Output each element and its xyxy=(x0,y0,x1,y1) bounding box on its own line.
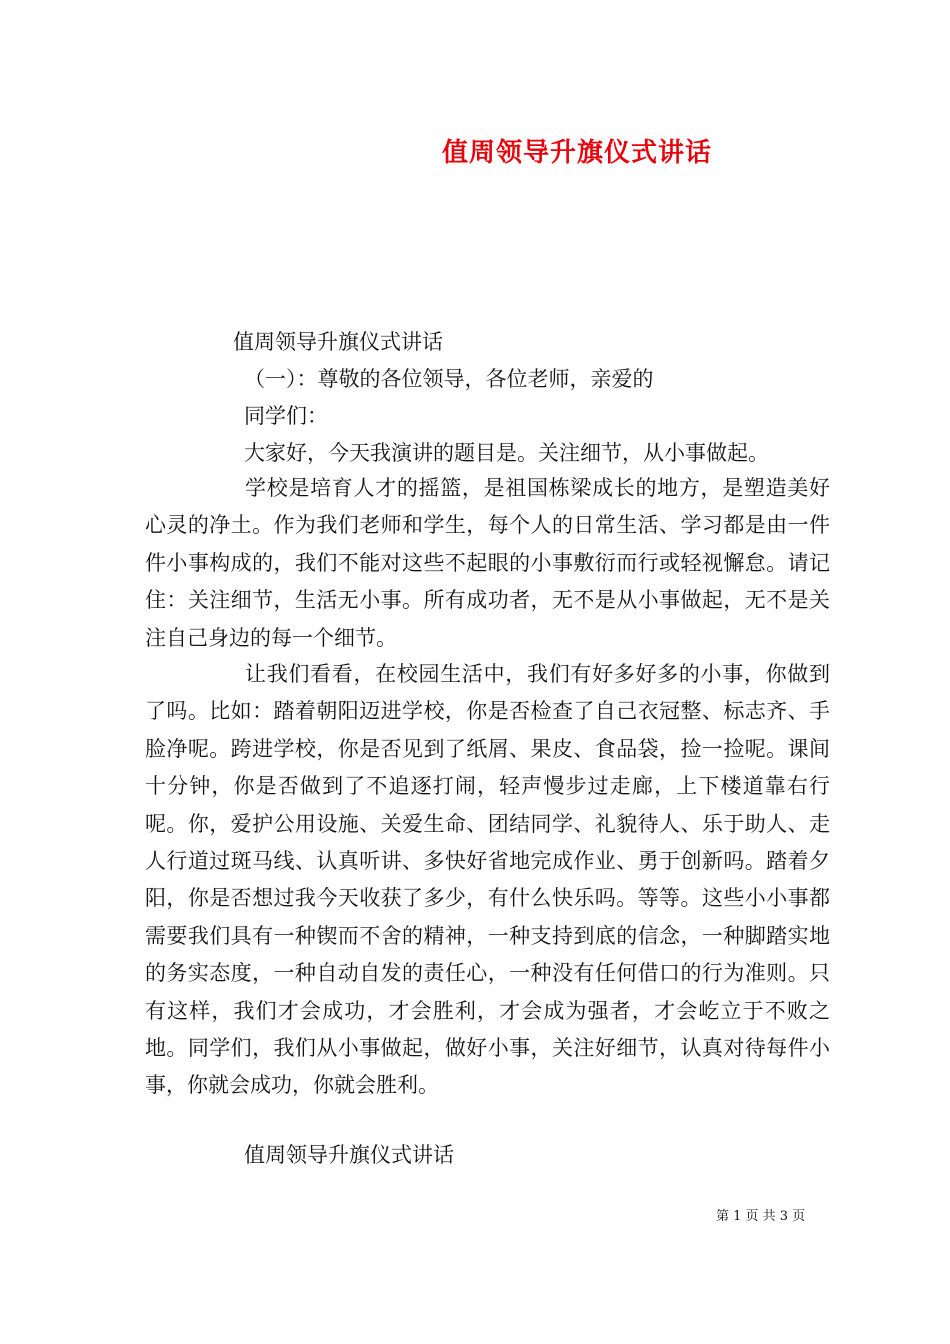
greeting-line-1: （一）：尊敬的各位领导，各位老师，亲爱的 xyxy=(244,367,654,391)
greeting-line-2: 同学们： xyxy=(244,404,328,428)
document-title: 值周领导升旗仪式讲话 xyxy=(441,138,712,168)
paragraph-2-block xyxy=(145,656,830,1105)
paragraph-2: 让我们看看，在校园生活中，我们有好多好多的小事，你做到了吗。比如：踏着朝阳迈进学校，你是否检查了自己衣冠整、标志齐、手脸净呢。跨进学校，你是否见到了纸屑、果皮、食品袋，捡一捡呢。课间十分钟，你是否做到了不追逐打闹，轻声慢步过走廊，上下楼道靠右行呢。你，爱护公用设施、关爱生命、团结同学、礼貌待人、乐于助人、走人行道过斑马线、认真听讲、多快好省地完成作业、勇于创新吗。踏着夕阳，你是否想过我今天收获了多少，有什么快乐吗。等等。这些小小事都需要我们具有一种锲而不舍的精神，一种支持到底的信念，一种脚踏实地的务实态度，一种自动自发的责任心，一种没有任何借口的行为准则。只有这样，我们才会成功，才会胜利，才会成为强者，才会屹立于不败之地。同学们，我们从小事做起，做好小事，关注好细节，认真对待每件小事，你就会成功，你就会胜利。 xyxy=(145,662,830,1098)
page-number-footer: 第 1 页 共 3 页 xyxy=(716,1209,806,1224)
paragraph-1-block xyxy=(145,470,830,657)
intro-line: 大家好，今天我演讲的题目是。关注细节，从小事做起。 xyxy=(244,441,769,465)
paragraph-1: 学校是培育人才的摇篮，是祖国栋梁成长的地方，是塑造美好心灵的净土。作为我们老师和学生，每个人的日常生活、学习都是由一件件小事构成的，我们不能对这些不起眼的小事敷衍而行或轻视懈怠。请记住：关注细节，生活无小事。所有成功者，无不是从小事做起，无不是关注自己身边的每一个细节。 xyxy=(145,476,830,650)
closing-heading: 值周领导升旗仪式讲话 xyxy=(244,1143,454,1167)
subtitle: 值周领导升旗仪式讲话 xyxy=(233,330,443,354)
